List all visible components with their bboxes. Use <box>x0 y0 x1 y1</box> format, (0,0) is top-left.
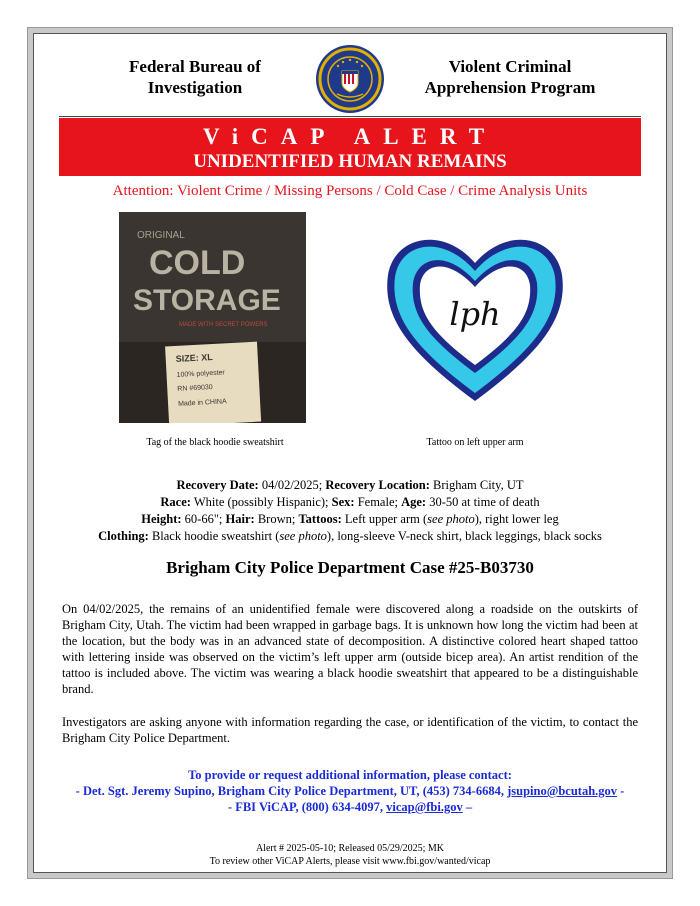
attention-line: Attention: Violent Crime / Missing Persons / Cold Case / Crime Analysis Units <box>112 183 588 199</box>
hair-value: Brown; <box>257 512 296 526</box>
footer-website: To review other ViCAP Alerts, please visit www.fbi.gov/wanted/vicap <box>209 856 491 867</box>
hoodie-tag-image <box>119 212 306 423</box>
sex-label: Sex: <box>331 495 355 509</box>
clothing-see-photo: see photo <box>279 529 327 543</box>
banner-subtitle: UNIDENTIFIED HUMAN REMAINS <box>193 151 507 172</box>
case-description: On 04/02/2025, the remains of an unidentified female were discovered along a roadside on the outskirts of Brigham City, Utah. The victim had been wrapped in garbage bags. It is unknown how long the victim had been at the location, but the body was in an advanced state of decomposition. A distinctive colored heart shaped tattoo with lettering inside was observed on the victim’s left upper arm (outside bicep area). An artist rendition of the tattoo is included above. The victim was wearing a black hoodie sweatshirt that appeared to be a distinguishable brand. <box>62 602 638 696</box>
label-size: SIZE: XL <box>175 351 213 364</box>
caption-hoodie-tag: Tag of the black hoodie sweatshirt <box>146 437 284 448</box>
detective-email-link[interactable]: jsupino@bcutah.gov <box>507 784 618 798</box>
contact-line3 <box>59 799 641 815</box>
facts-line-recovery <box>59 477 641 494</box>
hoodie-tag-photo <box>119 212 306 423</box>
banner-title: ViCAP ALERT <box>202 124 498 149</box>
victim-facts <box>59 477 641 545</box>
contact-block <box>59 767 641 815</box>
tattoo-letters: lph <box>449 295 501 333</box>
tattoos-see-photo: see photo <box>427 512 475 526</box>
tag-original-text: ORIGINAL <box>137 230 185 241</box>
clothing-value-b: ), long-sleeve V-neck shirt, black leggings, black socks <box>326 529 602 543</box>
facts-line-race <box>59 494 641 511</box>
race-value: White (possibly Hispanic); <box>193 495 329 509</box>
contact-detective: - Det. Sgt. Jeremy Supino, Brigham City Police Department, UT, (453) 734-6684, <box>75 784 508 798</box>
age-value: 30-50 at time of death <box>429 495 540 509</box>
contact-line2 <box>59 783 641 799</box>
header-left-line2: Investigation <box>147 78 243 97</box>
tattoos-label: Tattoos: <box>298 512 342 526</box>
case-title: Brigham City Police Department Case #25-B03730 <box>166 558 534 577</box>
label-origin: Made in CHINA <box>177 398 227 408</box>
contact-line1: To provide or request additional information, please contact: <box>188 768 512 782</box>
recovery-location: Brigham City, UT <box>433 478 524 492</box>
tag-brand-cold: COLD <box>149 244 246 282</box>
recovery-location-label: Recovery Location: <box>325 478 430 492</box>
facts-line-clothing <box>59 528 641 545</box>
height-value: 60-66"; <box>184 512 223 526</box>
label-rn: RN #69030 <box>177 384 213 393</box>
race-label: Race: <box>160 495 191 509</box>
request-for-information: Investigators are asking anyone with information regarding the case, or identification of the victim, to contact the Brigham City Police Department. <box>62 715 638 745</box>
recovery-date: 04/02/2025; <box>261 478 323 492</box>
contact-line2-end: - <box>617 784 625 798</box>
recovery-date-label: Recovery Date: <box>176 478 259 492</box>
caption-tattoo: Tattoo on left upper arm <box>426 437 524 448</box>
label-material: 100% polyester <box>176 369 225 379</box>
footer <box>59 842 641 868</box>
header-fbi <box>95 56 295 98</box>
heart-tattoo-image <box>380 223 570 408</box>
alert-banner <box>59 118 641 176</box>
header-right-line2: Apprehension Program <box>424 78 596 97</box>
facts-line-height <box>59 511 641 528</box>
header-divider <box>59 116 641 117</box>
header-left-line1: Federal Bureau of <box>129 57 261 76</box>
vicap-email-link[interactable]: vicap@fbi.gov <box>386 800 463 814</box>
footer-alert-number: Alert # 2025-05-10; Released 05/29/2025; MK <box>255 843 445 854</box>
tattoos-value-b: ), right lower leg <box>474 512 559 526</box>
clothing-value-a: Black hoodie sweatshirt ( <box>151 529 280 543</box>
clothing-label: Clothing: <box>98 529 149 543</box>
fbi-seal-icon <box>315 44 385 114</box>
contact-fbi-vicap: - FBI ViCAP, (800) 634-4097, <box>227 800 387 814</box>
header-vicap <box>410 56 610 98</box>
age-label: Age: <box>401 495 427 509</box>
tag-brand-storage: STORAGE <box>133 284 281 317</box>
sex-value: Female; <box>357 495 398 509</box>
hair-label: Hair: <box>225 512 255 526</box>
header-right-line1: Violent Criminal <box>448 57 572 76</box>
tag-small-text: MADE WITH SECRET POWERS <box>179 322 268 328</box>
tattoos-value-a: Left upper arm ( <box>344 512 428 526</box>
contact-line3-end: – <box>462 800 473 814</box>
height-label: Height: <box>141 512 182 526</box>
